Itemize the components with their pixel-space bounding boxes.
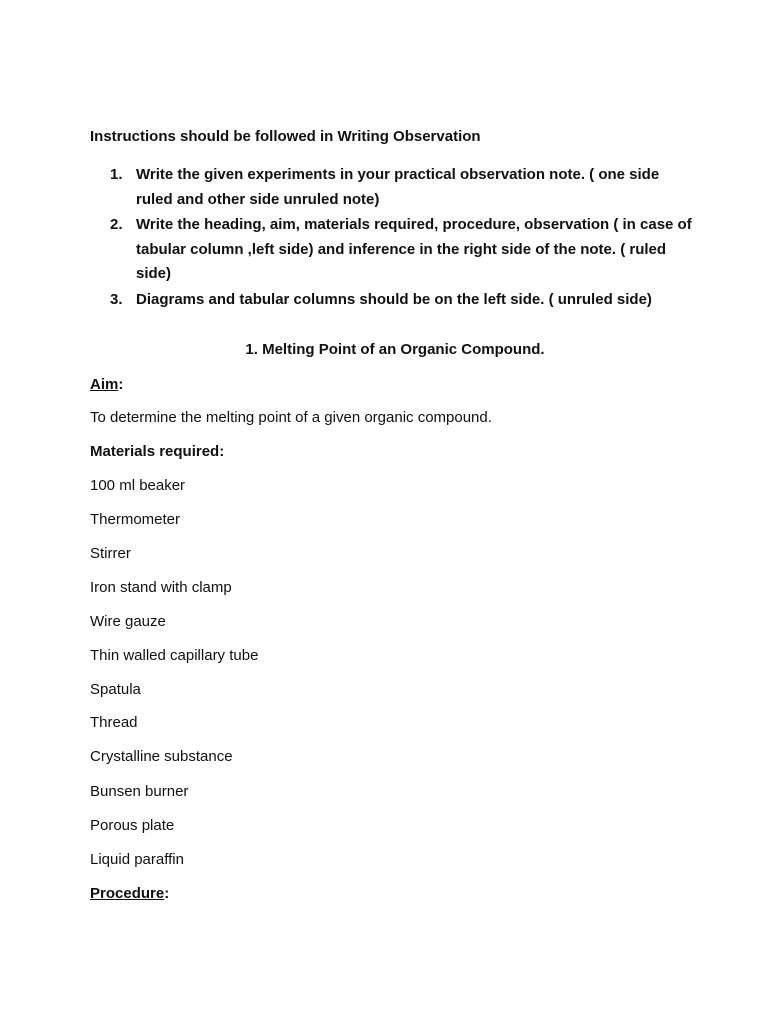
list-item-text: Write the given experiments in your practical observation note. ( one side ruled and other side unruled note) [136, 166, 660, 208]
material-item: Thread [90, 714, 138, 731]
list-item-text: Diagrams and tabular columns should be on the left side. ( unruled side) [136, 290, 652, 308]
aim-colon: : [118, 376, 124, 393]
material-item: Iron stand with clamp [90, 579, 232, 596]
aim-label: Aim [90, 376, 119, 393]
procedure-colon: : [164, 885, 170, 902]
material-item: Stirrer [90, 545, 131, 562]
material-item: Liquid paraffin [90, 851, 184, 868]
list-item [110, 213, 700, 287]
material-item: Thermometer [90, 511, 181, 528]
procedure-heading [90, 884, 169, 904]
experiment-title: 1. Melting Point of an Organic Compound. [245, 341, 545, 358]
list-item-number: 2. [110, 216, 123, 233]
material-item: 100 ml beaker [90, 477, 186, 494]
aim-text: To determine the melting point of a given organic compound. [90, 409, 492, 426]
list-item [110, 163, 700, 212]
material-item: Wire gauze [90, 613, 166, 630]
list-item [110, 288, 700, 313]
procedure-label: Procedure [90, 885, 165, 902]
list-item-number: 1. [110, 166, 123, 183]
material-item: Spatula [90, 681, 141, 698]
material-item: Porous plate [90, 817, 175, 834]
instructions-heading: Instructions should be followed in Writing Observation [90, 128, 481, 145]
material-item: Thin walled capillary tube [90, 647, 259, 664]
instructions-list [110, 163, 700, 313]
materials-heading: Materials required: [90, 443, 225, 460]
list-item-text: Write the heading, aim, materials required, procedure, observation ( in case of tabular column ,left side) and inference in the right side of the note. ( ruled side) [136, 216, 692, 282]
aim-heading [90, 375, 123, 395]
material-item: Crystalline substance [90, 748, 233, 765]
list-item-number: 3. [110, 290, 123, 308]
material-item: Bunsen burner [90, 783, 189, 800]
